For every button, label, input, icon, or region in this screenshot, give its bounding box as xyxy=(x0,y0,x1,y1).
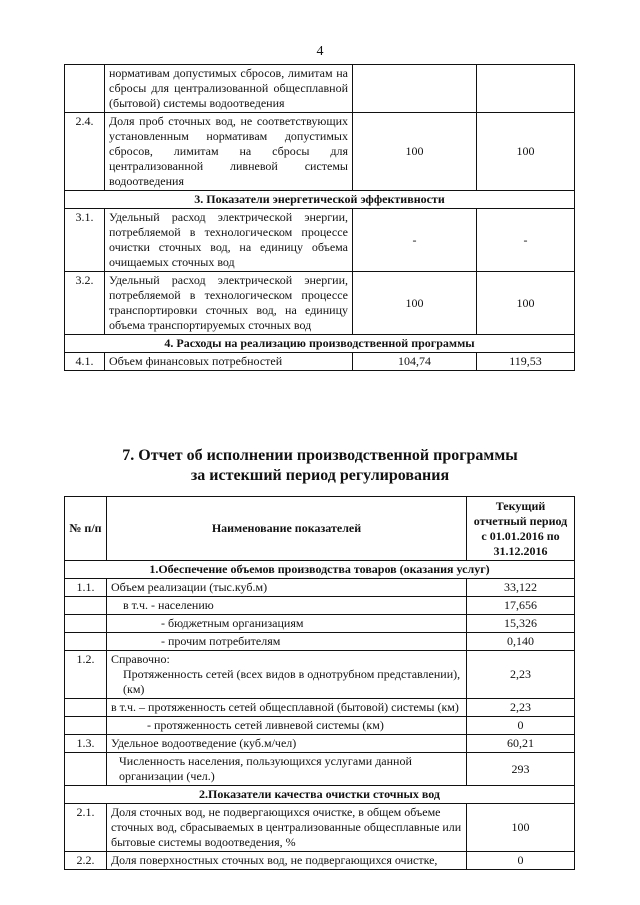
header-name: Наименование показателей xyxy=(107,497,467,561)
row-number: 2.1. xyxy=(65,804,107,852)
indicators-table xyxy=(64,64,575,371)
value-cell: 2,23 xyxy=(467,651,575,699)
value-cell: - xyxy=(353,209,477,272)
heading-line-2: за истекший период регулирования xyxy=(190,467,450,484)
reference-label: Справочно: xyxy=(111,652,170,666)
value-cell: - xyxy=(477,209,575,272)
indicator-name xyxy=(107,651,467,699)
section-title: 4. Расходы на реализацию производственной программы xyxy=(65,335,575,353)
value-cell xyxy=(477,65,575,113)
indicator-name: - протяженность сетей ливневой системы (км) xyxy=(107,717,467,735)
row-number: 3.2. xyxy=(65,272,105,335)
value-cell: 100 xyxy=(353,272,477,335)
row-number xyxy=(65,65,105,113)
header-period: Текущий отчетный период с 01.01.2016 по 31.12.2016 xyxy=(467,497,575,561)
indicator-name: в т.ч. – протяженность сетей общесплавной (бытовой) системы (км) xyxy=(107,699,467,717)
value-cell: 104,74 xyxy=(353,353,477,371)
row-number xyxy=(65,753,107,786)
value-cell: 15,326 xyxy=(467,615,575,633)
table-row xyxy=(65,113,575,191)
table-row xyxy=(65,65,575,113)
value-cell: 33,122 xyxy=(467,579,575,597)
table-row xyxy=(65,717,575,735)
section-row xyxy=(65,335,575,353)
indicator-name: Удельный расход электрической энергии, потребляемой в технологическом процессе транспортировки сточных вод, на единицу объема транспортируемых сточных вод xyxy=(105,272,353,335)
table-row xyxy=(65,353,575,371)
indicator-name: Численность населения, пользующихся услугами данной организации (чел.) xyxy=(107,753,467,786)
table-row xyxy=(65,753,575,786)
value-cell: 0 xyxy=(467,852,575,870)
network-length-label: Протяженность сетей (всех видов в однотрубном представлении), (км) xyxy=(123,667,461,696)
indicator-name: Удельное водоотведение (куб.м/чел) xyxy=(107,735,467,753)
indicator-name: нормативам допустимых сбросов, лимитам на сбросы для централизованной общесплавной (бытовой) системы водоотведения xyxy=(105,65,353,113)
indicator-name: Объем реализации (тыс.куб.м) xyxy=(107,579,467,597)
indicator-name: - бюджетным организациям xyxy=(107,615,467,633)
table-row xyxy=(65,804,575,852)
section-row xyxy=(65,191,575,209)
table-row xyxy=(65,615,575,633)
row-number: 3.1. xyxy=(65,209,105,272)
row-number xyxy=(65,699,107,717)
value-cell: 0,140 xyxy=(467,633,575,651)
section-title: 1.Обеспечение объемов производства товаров (оказания услуг) xyxy=(65,561,575,579)
row-number xyxy=(65,615,107,633)
value-cell xyxy=(353,65,477,113)
row-number xyxy=(65,717,107,735)
value-cell: 0 xyxy=(467,717,575,735)
row-number: 1.1. xyxy=(65,579,107,597)
row-number: 1.2. xyxy=(65,651,107,699)
table-row xyxy=(65,579,575,597)
report-table xyxy=(64,496,575,870)
table-row xyxy=(65,699,575,717)
table-row xyxy=(65,597,575,615)
section-title: 3. Показатели энергетической эффективности xyxy=(65,191,575,209)
table-row xyxy=(65,852,575,870)
section-title: 2.Показатели качества очистки сточных вод xyxy=(65,786,575,804)
table-row xyxy=(65,272,575,335)
indicator-name: Доля поверхностных сточных вод, не подвергающихся очистке, xyxy=(107,852,467,870)
row-number: 2.4. xyxy=(65,113,105,191)
indicator-name: Доля проб сточных вод, не соответствующих установленным нормативам допустимых сбросов, лимитам на сбросы для централизованной ливневой системы водоотведения xyxy=(105,113,353,191)
table-row xyxy=(65,209,575,272)
value-cell: 17,656 xyxy=(467,597,575,615)
header-num: № п/п xyxy=(65,497,107,561)
row-number xyxy=(65,597,107,615)
value-cell: 60,21 xyxy=(467,735,575,753)
row-number: 2.2. xyxy=(65,852,107,870)
indicator-name: Доля сточных вод, не подвергающихся очистке, в общем объеме сточных вод, сбрасываемых в централизованные общесплавные или бытовые системы водоотведения, % xyxy=(107,804,467,852)
value-cell: 2,23 xyxy=(467,699,575,717)
row-number: 1.3. xyxy=(65,735,107,753)
heading-line-1: 7. Отчет об исполнении производственной программы xyxy=(122,447,518,464)
table-row xyxy=(65,651,575,699)
table-row xyxy=(65,735,575,753)
row-number xyxy=(65,633,107,651)
section-row xyxy=(65,786,575,804)
value-cell: 100 xyxy=(353,113,477,191)
value-cell: 119,53 xyxy=(477,353,575,371)
value-cell: 100 xyxy=(467,804,575,852)
value-cell: 100 xyxy=(477,272,575,335)
table-row xyxy=(65,633,575,651)
header-row xyxy=(65,497,575,561)
indicator-name: Удельный расход электрической энергии, потребляемой в технологическом процессе очистки сточных вод, на единицу объема очищаемых сточных вод xyxy=(105,209,353,272)
indicator-name: в т.ч. - населению xyxy=(107,597,467,615)
value-cell: 293 xyxy=(467,753,575,786)
row-number: 4.1. xyxy=(65,353,105,371)
indicator-name: - прочим потребителям xyxy=(107,633,467,651)
value-cell: 100 xyxy=(477,113,575,191)
page-number: 4 xyxy=(316,44,324,59)
section-row xyxy=(65,561,575,579)
section-heading xyxy=(0,446,640,486)
indicator-name: Объем финансовых потребностей xyxy=(105,353,353,371)
